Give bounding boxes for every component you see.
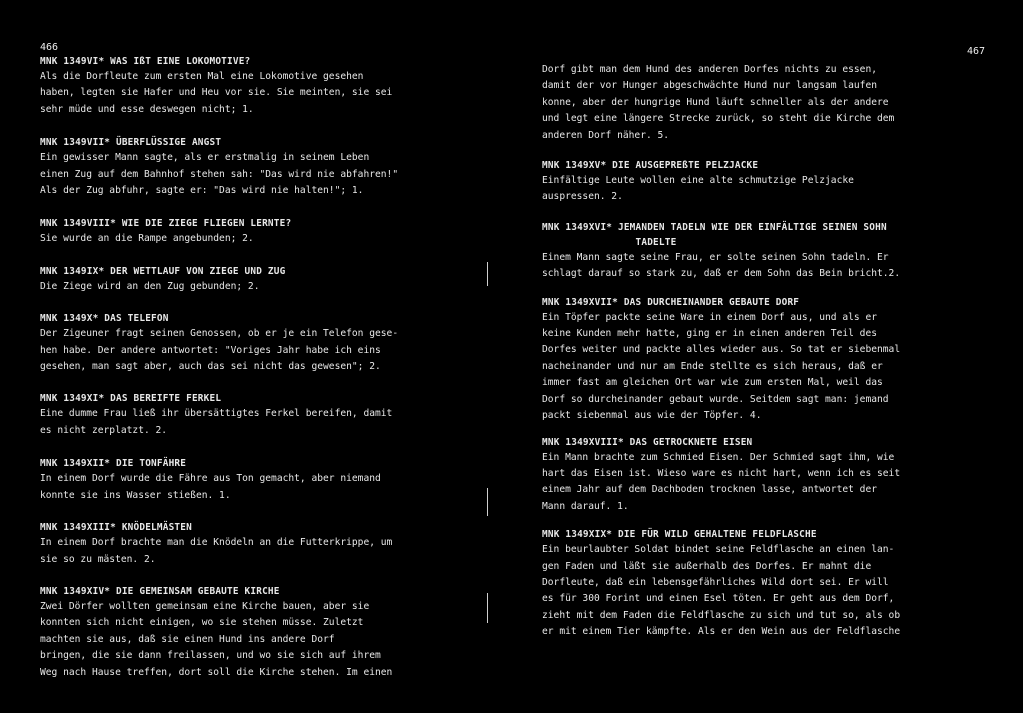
entry-text-line: Der Zigeuner fragt seinen Genossen, ob er je ein Telefon gese- <box>40 328 399 340</box>
entry-text-line: damit der vor Hunger abgeschwächte Hund nur langsam laufen <box>542 80 878 92</box>
entry-text-line: In einem Dorf wurde die Fähre aus Ton gemacht, aber niemand <box>40 473 381 485</box>
entry-text-line: Ein beurlaubter Soldat bindet seine Feldflasche an einen lan- <box>542 544 895 556</box>
margin-mark <box>487 488 488 516</box>
right-entries <box>542 62 962 641</box>
entry-text-line: Mann darauf. 1. <box>542 500 629 512</box>
entry <box>40 216 450 247</box>
entry-text-line: haben, legten sie Hafer und Heu vor sie. Sie meinten, sie sei <box>40 87 393 99</box>
entry-text-line: konne, aber der hungrige Hund läuft schneller als der andere <box>542 96 889 108</box>
entry-text-line: gen Faden und läßt sie außerhalb des Dorfes. Er mahnt die <box>542 560 872 572</box>
entry <box>40 456 450 504</box>
entry-text-line: sehr müde und esse deswegen nicht; 1. <box>40 103 254 115</box>
entry-text-line: Ein gewisser Mann sagte, als er erstmalig in seinem Leben <box>40 152 370 164</box>
entry-text-line: Ein Mann brachte zum Schmied Eisen. Der Schmied sagt ihm, wie <box>542 451 895 463</box>
entry-text-line: konnte sie ins Wasser stießen. 1. <box>40 489 231 501</box>
entry-heading: MNK 1349XIII* KNÖDELMÄSTEN <box>40 522 192 534</box>
entry-text-line: Dorfleute, daß ein lebensgefährliches Wild dort sei. Er will <box>542 576 889 588</box>
entry-text-line: einem Jahr auf dem Dachboden trocknen lasse, antwortet der <box>542 484 878 496</box>
entry <box>542 62 962 144</box>
margin-mark <box>487 593 488 623</box>
entry-text-line: und legt eine längere Strecke zurück, so steht die Kirche dem <box>542 113 895 125</box>
entry-text-line: machten sie aus, daß sie einen Hund ins andere Dorf <box>40 633 335 645</box>
left-entries <box>40 54 450 681</box>
entry <box>40 54 450 118</box>
entry-text-line: immer fast am gleichen Ort war wie zum ersten Mal, weil das <box>542 377 883 389</box>
entry <box>40 391 450 439</box>
entry-text-line: bringen, die sie dann freilassen, und wo sie sich auf ihrem <box>40 650 381 662</box>
entry-text-line: Die Ziege wird an den Zug gebunden; 2. <box>40 280 260 292</box>
entry-heading: MNK 1349XVII* DAS DURCHEINANDER GEBAUTE DORF <box>542 296 800 308</box>
entry-text-line: einen Zug auf dem Bahnhof stehen sah: "Das wird nie abfahren!" <box>40 168 399 180</box>
entry-heading: MNK 1349VIII* WIE DIE ZIEGE FLIEGEN LERNTE? <box>40 218 292 230</box>
entry-text-line: Ein Töpfer packte seine Ware in einem Dorf aus, und als er <box>542 311 878 323</box>
entry-text-line: Dorf so durcheinander gebaut wurde. Seitdem sagt man: jemand <box>542 393 889 405</box>
entry-heading: MNK 1349X* DAS TELEFON <box>40 313 169 325</box>
entry-heading: MNK 1349XIX* DIE FÜR WILD GEHALTENE FELDFLASCHE <box>542 529 817 541</box>
entry-heading: MNK 1349XI* DAS BEREIFTE FERKEL <box>40 393 222 405</box>
entry <box>542 158 962 206</box>
entry-text-line: keine Kunden mehr hatte, ging er in einen anderen Teil des <box>542 328 878 340</box>
entry-text-line: Zwei Dörfer wollten gemeinsam eine Kirche bauen, aber sie <box>40 600 370 612</box>
entry-text-line: Dorfes weiter und packte alles wieder aus. So tat er siebenmal <box>542 344 901 356</box>
page-number-right: 467 <box>966 46 985 57</box>
entry <box>542 527 962 640</box>
entry <box>542 295 962 425</box>
margin-mark <box>487 262 488 286</box>
entry <box>40 311 450 375</box>
entry-heading: MNK 1349XVI* JEMANDEN TADELN WIE DER EINFÄLTIGE SEINEN SOHN TADELTE <box>542 221 887 248</box>
right-page <box>512 0 1023 713</box>
entry-text-line: hart das Eisen ist. Wieso ware es nicht hart, wenn ich es seit <box>542 467 901 479</box>
entry-text-line: Eine dumme Frau ließ ihr übersättigtes Ferkel bereifen, damit <box>40 408 393 420</box>
entry-text-line: auspressen. 2. <box>542 191 623 203</box>
entry-text-line: Weg nach Hause treffen, dort soll die Kirche stehen. Im einen <box>40 666 393 678</box>
entry <box>40 264 450 295</box>
entry-heading: MNK 1349VII* ÜBERFLÜSSIGE ANGST <box>40 137 222 149</box>
entry-text-line: er mit einem Tier kämpfte. Als er den Wein aus der Feldflasche <box>542 626 901 638</box>
entry-text-line: schlagt darauf so stark zu, daß er dem Sohn das Bein bricht.2. <box>542 268 901 280</box>
entry-text-line: es nicht zerplatzt. 2. <box>40 424 168 436</box>
entry-text-line: Sie wurde an die Rampe angebunden; 2. <box>40 233 254 245</box>
entry <box>542 220 962 283</box>
entry-text-line: packt siebenmal aus wie der Töpfer. 4. <box>542 410 762 422</box>
entry-text-line: zieht mit dem Faden die Feldflasche zu sich und tut so, als ob <box>542 609 901 621</box>
entry-text-line: Als der Zug abfuhr, sagte er: "Das wird nie halten!"; 1. <box>40 185 364 197</box>
entry-text-line: Einem Mann sagte seine Frau, er solte seinen Sohn tadeln. Er <box>542 251 889 263</box>
entry-text-line: es für 300 Forint und einen Esel töten. Er geht aus dem Dorf, <box>542 593 895 605</box>
entry-text-line: konnten sich nicht einigen, wo sie stehen müsse. Zuletzt <box>40 617 364 629</box>
entry-heading: MNK 1349XII* DIE TONFÄHRE <box>40 458 187 470</box>
entry-text-line: Einfältige Leute wollen eine alte schmutzige Pelzjacke <box>542 175 854 187</box>
entry <box>40 135 450 199</box>
entry-text-line: anderen Dorf näher. 5. <box>542 129 670 141</box>
entry-text-line: gesehen, man sagt aber, auch das sei nicht das gewesen"; 2. <box>40 361 381 373</box>
entry-text-line: sie so zu mästen. 2. <box>40 553 156 565</box>
entry-heading: MNK 1349VI* WAS IßT EINE LOKOMOTIVE? <box>40 56 251 67</box>
page-number-left: 466 <box>40 42 59 53</box>
entry-text-line: Dorf gibt man dem Hund des anderen Dorfes nichts zu essen, <box>542 64 878 75</box>
entry <box>542 435 962 516</box>
entry-heading: MNK 1349XIV* DIE GEMEINSAM GEBAUTE KIRCHE <box>40 585 280 597</box>
entry-heading: MNK 1349IX* DER WETTLAUF VON ZIEGE UND ZUG <box>40 265 286 277</box>
entry-text-line: Als die Dorfleute zum ersten Mal eine Lokomotive gesehen <box>40 71 364 82</box>
entry-heading: MNK 1349XVIII* DAS GETROCKNETE EISEN <box>542 436 753 448</box>
entry <box>40 584 450 681</box>
entry-text-line: In einem Dorf brachte man die Knödeln an die Futterkrippe, um <box>40 537 393 549</box>
entry <box>40 520 450 568</box>
entry-heading: MNK 1349XV* DIE AUSGEPREßTE PELZJACKE <box>542 160 759 172</box>
entry-text-line: nacheinander und nur am Ende stellte es sich heraus, daß er <box>542 360 883 372</box>
entry-text-line: hen habe. Der andere antwortet: "Voriges Jahr habe ich eins <box>40 344 381 356</box>
